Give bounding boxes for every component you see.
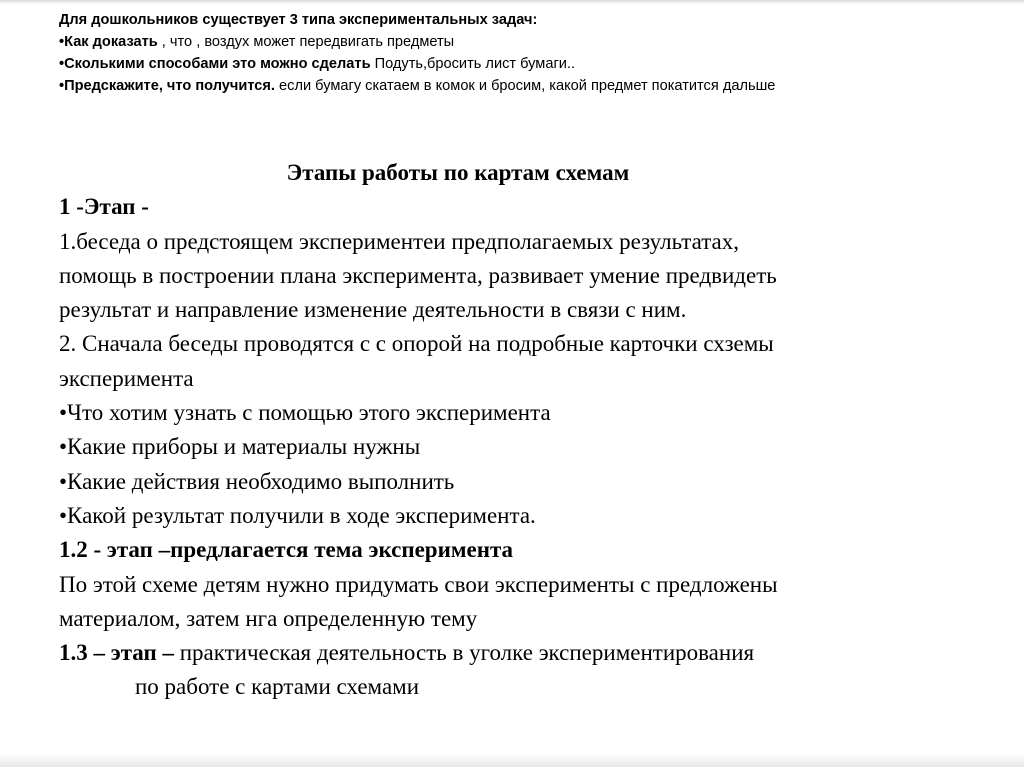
question-item: •Что хотим узнать с помощью этого эксперимента (59, 400, 551, 426)
stage1-title: 1 -Этап - (59, 194, 149, 220)
intro-item-bullet: • (59, 56, 65, 72)
section-heading: Этапы работы по картам схемам (286, 160, 630, 185)
stage12-line: По этой схеме детям нужно придумать свои эксперименты с предложены (59, 571, 778, 597)
stage1-line: 2. Сначала беседы проводятся с с опорой на подробные карточки схземы (59, 331, 774, 357)
bottom-edge (0, 753, 1024, 767)
stage1-line: эксперимента (59, 365, 194, 391)
intro-item (59, 31, 1009, 53)
question-item: •Какие действия необходимо выполнить (59, 468, 455, 494)
intro-item (59, 75, 1009, 97)
stage12-line: материалом, затем нга определенную тему (59, 605, 478, 631)
stage1-line: 1.беседа о предстоящем экспериментеи предполагаемых результатах, (59, 228, 739, 254)
stage13-continuation: по работе с картами схемами (135, 674, 420, 700)
main-block (59, 156, 979, 705)
intro-item-bold: Как доказать (64, 34, 158, 50)
stage1-line: результат и направление изменение деятельности в связи с ним. (59, 297, 687, 323)
intro-item-rest: Подуть,бросить лист бумаги.. (370, 56, 576, 72)
intro-title: Для дошкольников существует 3 типа экспериментальных задач: (59, 12, 538, 28)
stage13-title: 1.3 – этап – (59, 640, 174, 666)
intro-item-bullet: • (59, 34, 65, 50)
stage13-text: практическая деятельность в уголке экспериментирования (173, 640, 755, 666)
intro-item (59, 53, 1009, 75)
intro-block (59, 9, 1009, 97)
stage1-line: помощь в построении плана эксперимента, развивает умение предвидеть (59, 262, 777, 288)
question-item: •Какой результат получили в ходе эксперимента. (59, 502, 536, 528)
intro-item-bold: Предскажите, что получится. (64, 78, 275, 94)
question-item: •Какие приборы и материалы нужны (59, 434, 421, 460)
stage13-line (59, 636, 979, 670)
stage12-title: 1.2 - этап –предлагается тема эксперимента (59, 537, 514, 563)
intro-item-rest: если бумагу скатаем в комок и бросим, какой предмет покатится дальше (274, 78, 776, 94)
intro-item-bullet: • (59, 78, 65, 94)
intro-item-rest: , что , воздух может передвигать предметы (157, 34, 455, 50)
top-edge (0, 0, 1024, 4)
intro-item-bold: Сколькими способами это можно сделать (64, 56, 371, 72)
